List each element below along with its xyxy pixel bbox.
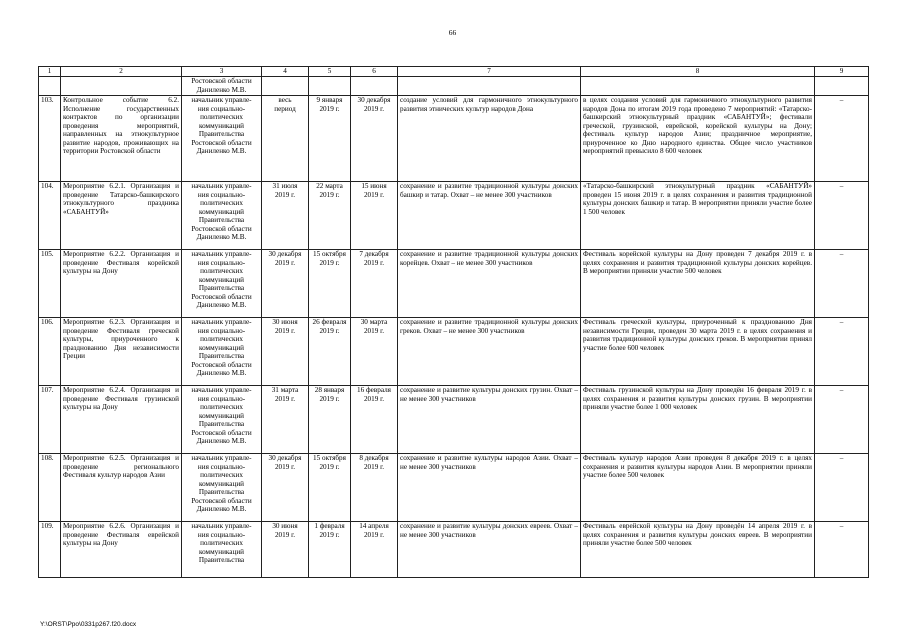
planned-date: 30 июня 2019 г. <box>262 522 309 578</box>
actual-start-date: 28 января 2019 г. <box>309 386 351 454</box>
note: – <box>815 96 869 182</box>
column-header: 4 <box>262 67 309 77</box>
responsible-person: начальник управле- ния социально- политических коммуникаций Правительства Ростовской области Даниленко М.В. <box>182 182 262 250</box>
continuation-responsible: Ростовской области Даниленко М.В. <box>182 77 262 96</box>
actual-result: Фестиваль еврейской культуры на Дону проведён 14 апреля 2019 г. в целях сохранения и развития культуры донских евреев. В мероприятии приняли участие более 500 человек <box>581 522 815 578</box>
expected-result: сохранение и развитие традиционной культуры донских корейцев. Охват – не менее 300 участников <box>398 250 581 318</box>
table-row <box>39 386 869 454</box>
planned-date: 30 декабря 2019 г. <box>262 454 309 522</box>
responsible-person: начальник управле- ния социально- политических коммуникаций Правительства Ростовской области Даниленко М.В. <box>182 454 262 522</box>
actual-start-date: 26 февраля 2019 г. <box>309 318 351 386</box>
event-name: Мероприятие 6.2.4. Организация и проведение Фестиваля грузинской культуры на Дону <box>61 386 182 454</box>
row-number: 107. <box>39 386 61 454</box>
actual-result: «Татарско-башкирский этнокультурный праздник «САБАНТУЙ» проведен 15 июня 2019 г. в целях сохранения и развития традиционной культуры донских башкир и татар. В мероприятии приняли участие более 1 500 человек <box>581 182 815 250</box>
planned-date: 31 марта 2019 г. <box>262 386 309 454</box>
row-number: 105. <box>39 250 61 318</box>
planned-date: 30 июня 2019 г. <box>262 318 309 386</box>
event-name: Мероприятие 6.2.2. Организация и проведение Фестиваля корейской культуры на Дону <box>61 250 182 318</box>
column-header: 5 <box>309 67 351 77</box>
column-header: 6 <box>351 67 398 77</box>
column-header: 2 <box>61 67 182 77</box>
row-number: 104. <box>39 182 61 250</box>
responsible-person: начальник управле- ния социально- политических коммуникаций Правительства Ростовской области Даниленко М.В. <box>182 250 262 318</box>
note: – <box>815 386 869 454</box>
planned-date: 30 декабря 2019 г. <box>262 250 309 318</box>
actual-result: Фестиваль культур народов Азии проведен 8 декабря 2019 г. в целях сохранения и развития культуры народов Азии. В мероприятии приняли участие более 500 человек <box>581 454 815 522</box>
actual-end-date: 15 июня 2019 г. <box>351 182 398 250</box>
planned-date: 31 июля 2019 г. <box>262 182 309 250</box>
continuation-row <box>39 77 869 96</box>
note: – <box>815 250 869 318</box>
column-header: 3 <box>182 67 262 77</box>
expected-result: создание условий для гармоничного этнокультурного развития этнических культур народов Дона <box>398 96 581 182</box>
actual-result: Фестиваль корейской культуры на Дону проведен 7 декабря 2019 г. в целях сохранения и развития традиционной культуры донских корейцев. В мероприятии приняли участие 500 человек <box>581 250 815 318</box>
actual-start-date: 15 октября 2019 г. <box>309 250 351 318</box>
note: – <box>815 522 869 578</box>
expected-result: сохранение и развитие культуры донских евреев. Охват – не менее 300 участников <box>398 522 581 578</box>
report-table <box>38 66 869 578</box>
column-header: 9 <box>815 67 869 77</box>
actual-end-date: 30 декабря 2019 г. <box>351 96 398 182</box>
column-header: 8 <box>581 67 815 77</box>
actual-start-date: 15 октября 2019 г. <box>309 454 351 522</box>
column-header: 7 <box>398 67 581 77</box>
table-row <box>39 522 869 578</box>
table-row <box>39 96 869 182</box>
event-name: Мероприятие 6.2.5. Организация и проведение регионального Фестиваля культур народов Азии <box>61 454 182 522</box>
column-header: 1 <box>39 67 61 77</box>
planned-date: весь период <box>262 96 309 182</box>
expected-result: сохранение и развитие культуры донских грузин. Охват – не менее 300 участников <box>398 386 581 454</box>
note: – <box>815 318 869 386</box>
event-name: Мероприятие 6.2.3. Организация и проведение Фестиваля греческой культуры, приуроченного к празднованию Дня независимости Греции <box>61 318 182 386</box>
row-number: 103. <box>39 96 61 182</box>
page-number: 66 <box>448 28 457 37</box>
table-row <box>39 250 869 318</box>
expected-result: сохранение и развитие традиционной культуры донских башкир и татар. Охват – не менее 300 участников <box>398 182 581 250</box>
responsible-person: начальник управле- ния социально- политических коммуникаций Правительства Ростовской области Даниленко М.В. <box>182 96 262 182</box>
event-name: Контрольное событие 6.2. Исполнение государственных контрактов по организации проведения мероприятий, направленных на этнокультурное развитие народов, проживающих на территории Ростовской области <box>61 96 182 182</box>
actual-end-date: 14 апреля 2019 г. <box>351 522 398 578</box>
actual-end-date: 7 декабря 2019 г. <box>351 250 398 318</box>
expected-result: сохранение и развитие культуры народов Азии. Охват – не менее 300 участников <box>398 454 581 522</box>
row-number: 108. <box>39 454 61 522</box>
actual-end-date: 16 февраля 2019 г. <box>351 386 398 454</box>
expected-result: сохранение и развитие традиционной культуры донских греков. Охват – не менее 300 участников <box>398 318 581 386</box>
actual-start-date: 1 февраля 2019 г. <box>309 522 351 578</box>
actual-result: в целях создания условий для гармоничного этнокультурного развития народов Дона по итогам 2019 года проведено 7 мероприятий: «Татарско-башкирский этнокультурный праздник «САБАНТУЙ»; фестивали греческой, грузинской, еврейской, корейской культуры на Дону; фестиваль культур народов Азии; праздничное мероприятие, приуроченное ко Дню народного единства. Общее число участников мероприятий превысило 8 600 человек <box>581 96 815 182</box>
actual-result: Фестиваль грузинской культуры на Дону проведён 16 февраля 2019 г. в целях сохранения и развития культуры донских грузин. В мероприятии приняли участие более 1 000 человек <box>581 386 815 454</box>
footer-file-path: Y:\ORST\Ppo\0331p267.f20.docx <box>40 621 137 628</box>
event-name: Мероприятие 6.2.1. Организация и проведение Татарско-башкирского этнокультурного праздника «САБАНТУЙ» <box>61 182 182 250</box>
event-name: Мероприятие 6.2.6. Организация и проведение Фестиваля еврейской культуры на Дону <box>61 522 182 578</box>
row-number: 109. <box>39 522 61 578</box>
responsible-person: начальник управле- ния социально- политических коммуникаций Правительства <box>182 522 262 578</box>
responsible-person: начальник управле- ния социально- политических коммуникаций Правительства Ростовской области Даниленко М.В. <box>182 386 262 454</box>
table-header-row <box>39 67 869 77</box>
actual-end-date: 30 марта 2019 г. <box>351 318 398 386</box>
row-number: 106. <box>39 318 61 386</box>
responsible-person: начальник управле- ния социально- политических коммуникаций Правительства Ростовской области Даниленко М.В. <box>182 318 262 386</box>
actual-start-date: 22 марта 2019 г. <box>309 182 351 250</box>
actual-start-date: 9 января 2019 г. <box>309 96 351 182</box>
table-row <box>39 454 869 522</box>
actual-result: Фестиваль греческой культуры, приуроченный к празднованию Дня независимости Греции, проведен 30 марта 2019 г. в целях сохранения и развития традиционной культуры донских греков. В мероприятии принял участие более 600 человек <box>581 318 815 386</box>
note: – <box>815 182 869 250</box>
table-row <box>39 318 869 386</box>
table-row <box>39 182 869 250</box>
note: – <box>815 454 869 522</box>
actual-end-date: 8 декабря 2019 г. <box>351 454 398 522</box>
